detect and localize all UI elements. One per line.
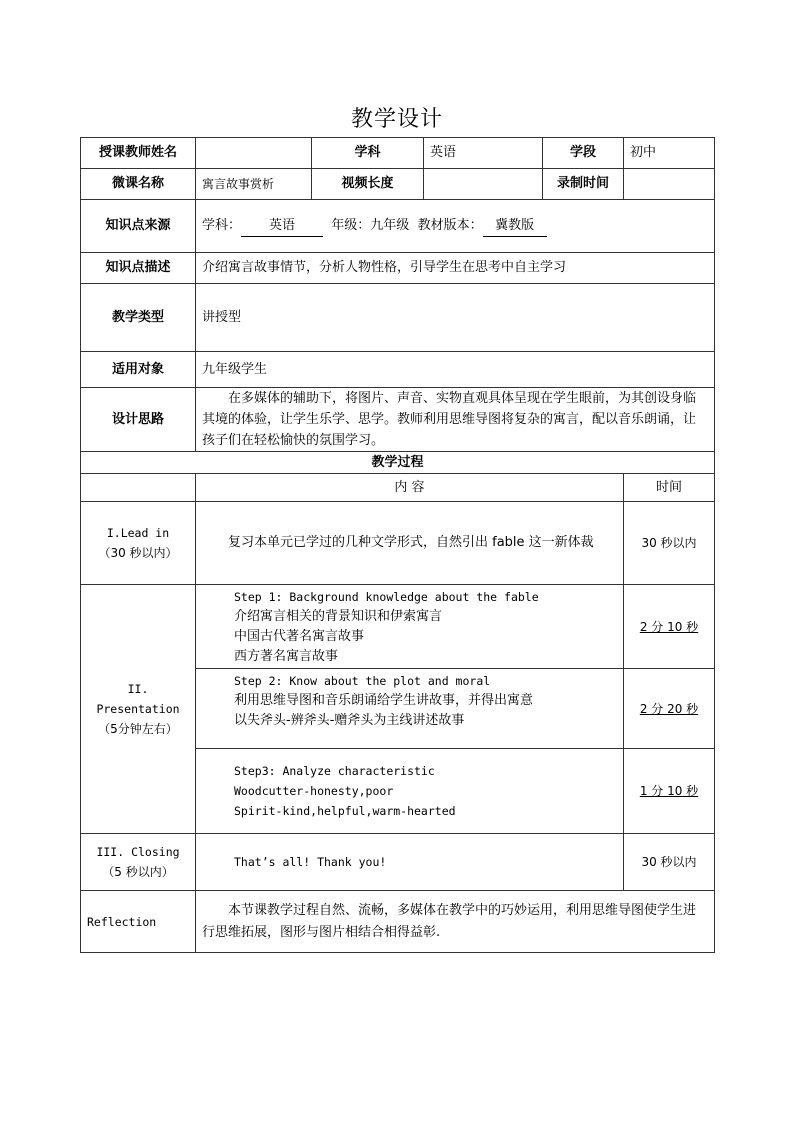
type-label: 教学类型 xyxy=(81,284,196,352)
lesson-plan-table xyxy=(80,137,715,953)
step1-line2: 介绍寓言相关的背景知识和伊索寓言 xyxy=(234,608,443,624)
step2-content xyxy=(196,669,624,749)
step1-line4: 西方著名寓言故事 xyxy=(234,648,339,664)
step1-line3: 中国古代著名寓言故事 xyxy=(234,628,365,644)
target-value: 九年级学生 xyxy=(196,352,715,388)
page-title: 教学设计 xyxy=(350,107,443,132)
subject-value: 英语 xyxy=(424,138,543,169)
source-edition-prefix: 教材版本： xyxy=(417,217,483,233)
process-stage-header xyxy=(81,474,196,502)
rectime-value xyxy=(624,169,715,200)
source-subject-prefix: 学科： xyxy=(202,217,242,233)
step1-time: 2 分 10 秒 xyxy=(624,585,715,669)
closing-stage-name: III. Closing xyxy=(96,845,180,859)
closing-content: That’s all! Thank you! xyxy=(196,834,624,891)
desc-value: 介绍寓言故事情节，分析人物性格，引导学生在思考中自主学习 xyxy=(196,253,715,284)
design-label: 设计思路 xyxy=(81,388,196,452)
lead-time: 30 秒以内 xyxy=(624,502,715,585)
reflection-value: 本节课教学过程自然、流畅，多媒体在教学中的巧妙运用，利用思维导图使学生进行思维拓展，图形与图片相结合相得益彰. xyxy=(196,891,715,953)
micro-value: 寓言故事赏析 xyxy=(196,169,312,200)
process-content-header: 内 容 xyxy=(196,474,624,502)
step3-content xyxy=(196,749,624,834)
step2-line3: 以失斧头-辨斧头-赠斧头为主线讲述故事 xyxy=(234,713,465,728)
source-grade: 年级：九年级 xyxy=(331,217,410,233)
step3-line2: Woodcutter-honesty,poor xyxy=(234,784,394,798)
target-label: 适用对象 xyxy=(81,352,196,388)
step3-line1: Step3: Analyze characteristic xyxy=(234,764,435,778)
process-header: 教学过程 xyxy=(81,452,715,474)
length-label: 视频长度 xyxy=(312,169,424,200)
reflection-label: Reflection xyxy=(81,891,196,953)
micro-label: 微课名称 xyxy=(81,169,196,200)
presentation-stage xyxy=(81,585,196,834)
teacher-value xyxy=(196,138,312,169)
closing-time: 30 秒以内 xyxy=(624,834,715,891)
step2-line2: 利用思维导图和音乐朗诵给学生讲故事，并得出寓意 xyxy=(234,693,534,708)
length-value xyxy=(424,169,543,200)
stage-value: 初中 xyxy=(624,138,715,169)
type-value: 讲授型 xyxy=(196,284,715,352)
presentation-stage-time: （5分钟左右） xyxy=(98,722,178,736)
source-edition: 冀教版 xyxy=(483,216,547,237)
rectime-label: 录制时间 xyxy=(543,169,624,200)
lead-stage-time: （30 秒以内） xyxy=(98,546,178,560)
step2-time: 2 分 20 秒 xyxy=(624,669,715,749)
source-label: 知识点来源 xyxy=(81,200,196,253)
source-value xyxy=(196,200,715,253)
teacher-label: 授课教师姓名 xyxy=(81,138,196,169)
step2-line1: Step 2: Know about the plot and moral xyxy=(234,674,491,688)
lead-content: 复习本单元已学过的几种文学形式，自然引出 fable 这一新体裁 xyxy=(196,502,624,585)
lead-stage xyxy=(81,502,196,585)
process-time-header: 时间 xyxy=(624,474,715,502)
presentation-stage-name: II. Presentation xyxy=(96,682,180,716)
desc-label: 知识点描述 xyxy=(81,253,196,284)
subject-label: 学科 xyxy=(312,138,424,169)
source-subject: 英语 xyxy=(241,216,323,237)
closing-stage xyxy=(81,834,196,891)
stage-label: 学段 xyxy=(543,138,624,169)
step1-content xyxy=(196,585,624,669)
design-value: 在多媒体的辅助下，将图片、声音、实物直观具体呈现在学生眼前，为其创设身临其境的体验，让学生乐学、思学。教师利用思维导图将复杂的寓言，配以音乐朗诵，让孩子们在轻松愉快的氛围学习。 xyxy=(196,388,715,452)
closing-stage-time: （5 秒以内） xyxy=(102,865,174,879)
lead-stage-name: I.Lead in xyxy=(106,526,170,540)
step1-line1: Step 1: Background knowledge about the fable xyxy=(234,589,539,604)
step3-line3: Spirit-kind,helpful,warm-hearted xyxy=(234,804,456,818)
step3-time: 1 分 10 秒 xyxy=(624,749,715,834)
